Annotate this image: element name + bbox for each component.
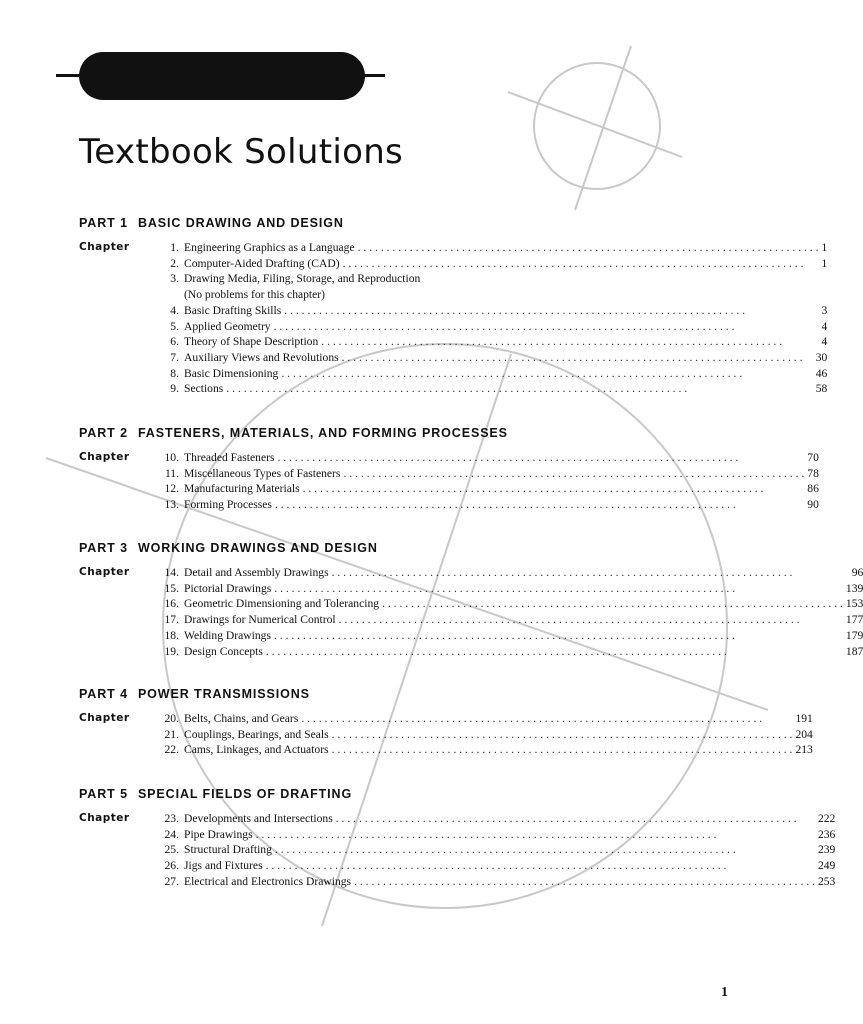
chapter-number: 22. — [164, 743, 179, 757]
chapter-entry — [157, 727, 813, 743]
chapter-title: Cams, Linkages, and Actuators — [184, 743, 329, 757]
chapter-number: 20. — [164, 712, 179, 725]
chapter-page: 177 — [845, 613, 863, 627]
chapter-page: 86 — [807, 482, 819, 496]
chapter-entry — [157, 319, 827, 335]
chapter-entry — [157, 711, 813, 727]
chapter-title: Jigs and Fixtures — [184, 859, 263, 873]
dot-leader — [339, 612, 843, 628]
chapter-page: 70 — [807, 451, 819, 464]
part-section — [79, 216, 828, 397]
dot-leader — [226, 381, 812, 397]
chapter-title: Welding Drawings — [184, 628, 271, 642]
chapter-list — [157, 711, 813, 758]
part-section — [79, 541, 863, 659]
chapter-page: 1 — [821, 256, 828, 270]
chapter-list — [157, 565, 863, 659]
chapter-list — [157, 240, 827, 397]
chapter-number: 16. — [164, 597, 179, 611]
dot-leader — [382, 596, 843, 612]
part-title: FASTENERS, MATERIALS, AND FORMING PROCESSES — [137, 426, 508, 440]
part-title: BASIC DRAWING AND DESIGN — [137, 216, 344, 230]
chapter-entry — [157, 334, 827, 350]
chapter-page: 187 — [845, 644, 863, 658]
dot-leader — [336, 811, 815, 827]
chapter-title: Basic Dimensioning — [184, 366, 279, 380]
chapter-block — [79, 811, 836, 890]
chapter-title: Manufacturing Materials — [184, 482, 300, 496]
chapter-title: Structural Drafting — [184, 843, 272, 857]
part-number: PART 2 — [79, 426, 128, 440]
chapter-entry — [157, 466, 819, 482]
chapter-number: 6. — [170, 335, 179, 349]
dot-leader — [256, 827, 815, 843]
part-section — [79, 687, 813, 758]
chapter-page: 3 — [821, 303, 828, 317]
small-circle-ornament — [534, 63, 660, 189]
part-heading — [79, 687, 533, 701]
chapter-page: 58 — [815, 382, 828, 396]
dot-leader — [358, 240, 819, 256]
dot-leader — [266, 858, 815, 874]
chapter-title: Computer-Aided Drafting (CAD) — [184, 256, 340, 270]
dot-leader — [274, 581, 843, 597]
chapter-entry — [157, 827, 835, 843]
chapter-entry — [157, 644, 863, 660]
chapter-entry — [157, 581, 863, 597]
header-bar — [79, 52, 365, 100]
chapter-entry — [157, 874, 835, 890]
page-number: 1 — [721, 985, 728, 1000]
chapter-number: 2. — [170, 256, 179, 270]
chapter-title: Detail and Assembly Drawings — [184, 566, 329, 579]
dot-leader — [301, 711, 792, 727]
chapter-number: 1. — [170, 241, 179, 254]
part-number: PART 1 — [79, 216, 128, 230]
dot-leader — [281, 366, 812, 382]
chapter-title: Couplings, Bearings, and Seals — [184, 727, 329, 741]
dot-leader — [274, 319, 819, 335]
chapter-page: 4 — [821, 319, 828, 333]
header-rule-right — [360, 74, 385, 77]
chapter-title: Applied Geometry — [184, 319, 271, 333]
chapter-entry — [157, 811, 835, 827]
chapter-page: 78 — [807, 466, 819, 480]
chapter-entry — [157, 256, 827, 272]
chapter-title: Developments and Intersections — [184, 812, 333, 825]
chapter-page: 96 — [851, 566, 863, 579]
chapter-number: 18. — [164, 628, 179, 642]
chapter-list — [157, 450, 819, 513]
chapter-number: 15. — [164, 581, 179, 595]
chapter-page: 236 — [817, 827, 836, 841]
chapter-page: 222 — [817, 812, 836, 825]
chapter-title: Auxiliary Views and Revolutions — [184, 350, 339, 364]
part-number: PART 5 — [79, 787, 128, 801]
chapter-number: 9. — [170, 382, 179, 396]
chapter-page: 30 — [815, 350, 828, 364]
chapter-block — [79, 240, 828, 397]
chapter-block — [79, 450, 819, 513]
chapter-number: 26. — [164, 859, 179, 873]
chapter-title: Belts, Chains, and Gears — [184, 712, 299, 725]
chapter-page: 239 — [817, 843, 836, 857]
chapter-entry — [157, 612, 863, 628]
chapter-page: 249 — [817, 859, 836, 873]
chapter-label: Chapter — [79, 812, 130, 824]
chapter-title: Forming Processes — [184, 498, 272, 512]
dot-leader — [275, 497, 804, 513]
chapter-entry — [157, 450, 819, 466]
chapter-entry — [157, 565, 863, 581]
small-crosshair-line-vertical — [575, 46, 631, 210]
chapter-label: Chapter — [79, 241, 130, 253]
chapter-number: 11. — [164, 466, 179, 480]
dot-leader — [274, 628, 843, 644]
chapter-label: Chapter — [79, 712, 130, 724]
page-title: Textbook Solutions — [79, 132, 404, 172]
chapter-entry — [157, 303, 827, 319]
chapter-title: Pictorial Drawings — [184, 581, 272, 595]
chapter-number: 23. — [164, 812, 179, 825]
part-title: POWER TRANSMISSIONS — [137, 687, 310, 701]
chapter-page: 253 — [817, 874, 836, 888]
chapter-number: 13. — [164, 498, 179, 512]
chapter-title: Miscellaneous Types of Fasteners — [184, 466, 341, 480]
chapter-page: 139 — [845, 581, 863, 595]
chapter-entry — [157, 497, 819, 513]
chapter-list — [157, 811, 835, 890]
chapter-title: Sections — [184, 382, 224, 396]
chapter-number: 7. — [170, 350, 179, 364]
chapter-entry — [157, 858, 835, 874]
chapter-entry — [157, 842, 835, 858]
part-section — [79, 426, 819, 513]
chapter-number: 27. — [164, 874, 179, 888]
chapter-page: 4 — [821, 335, 828, 349]
part-title: SPECIAL FIELDS OF DRAFTING — [137, 787, 353, 801]
part-number: PART 4 — [79, 687, 128, 701]
chapter-page: 46 — [815, 366, 828, 380]
chapter-title: Basic Drafting Skills — [184, 303, 282, 317]
chapter-number: 8. — [170, 366, 179, 380]
chapter-title: Drawings for Numerical Control — [184, 613, 336, 627]
chapter-number: 21. — [164, 727, 179, 741]
chapter-number: 12. — [164, 482, 179, 496]
dot-leader — [332, 742, 793, 758]
chapter-note: (No problems for this chapter) — [184, 288, 326, 302]
chapter-title: Design Concepts — [184, 644, 263, 658]
chapter-page: 191 — [795, 712, 813, 725]
small-crosshair-line-horizontal — [508, 92, 682, 157]
chapter-entry — [157, 742, 813, 758]
chapter-page: 213 — [795, 743, 813, 757]
chapter-title: Drawing Media, Filing, Storage, and Reproduction — [184, 272, 421, 286]
part-number: PART 3 — [79, 541, 128, 555]
chapter-entry — [157, 628, 863, 644]
chapter-title: Pipe Drawings — [184, 827, 253, 841]
chapter-block — [79, 565, 863, 659]
chapter-number: 19. — [164, 644, 179, 658]
dot-leader — [321, 334, 818, 350]
chapter-label: Chapter — [79, 451, 130, 463]
dot-leader — [277, 450, 804, 466]
chapter-entry — [157, 240, 827, 256]
part-heading — [79, 787, 533, 801]
dot-leader — [332, 727, 793, 743]
dot-leader — [275, 842, 815, 858]
chapter-number: 17. — [164, 613, 179, 627]
dot-leader — [303, 481, 805, 497]
part-heading — [79, 216, 533, 230]
dot-leader — [266, 644, 843, 660]
chapter-title: Theory of Shape Description — [184, 335, 319, 349]
part-section — [79, 787, 836, 890]
chapter-title: Engineering Graphics as a Language — [184, 241, 355, 254]
part-heading — [79, 426, 533, 440]
dot-leader — [342, 350, 813, 366]
chapter-page: 90 — [807, 498, 819, 512]
dot-leader — [354, 874, 815, 890]
dot-leader — [284, 303, 818, 319]
dot-leader — [343, 466, 804, 482]
chapter-page: 204 — [795, 727, 813, 741]
dot-leader — [332, 565, 849, 581]
chapter-entry — [157, 481, 819, 497]
chapter-title: Threaded Fasteners — [184, 451, 275, 464]
part-title: WORKING DRAWINGS AND DESIGN — [137, 541, 378, 555]
chapter-title: Geometric Dimensioning and Tolerancing — [184, 597, 380, 611]
part-heading — [79, 541, 533, 555]
chapter-entry — [157, 381, 827, 397]
chapter-number: 24. — [164, 827, 179, 841]
chapter-page: 153 — [845, 597, 863, 611]
chapter-entry — [157, 271, 827, 287]
chapter-number: 5. — [170, 319, 179, 333]
chapter-block — [79, 711, 813, 758]
chapter-entry — [157, 596, 863, 612]
chapter-number: 14. — [164, 566, 179, 579]
chapter-number: 4. — [170, 303, 179, 317]
chapter-page: 1 — [821, 241, 828, 254]
chapter-entry — [157, 366, 827, 382]
dot-leader — [343, 256, 819, 272]
chapter-label: Chapter — [79, 566, 130, 578]
chapter-number: 25. — [164, 843, 179, 857]
chapter-number: 3. — [170, 272, 179, 286]
chapter-number: 10. — [164, 451, 179, 464]
chapter-title: Electrical and Electronics Drawings — [184, 874, 352, 888]
chapter-entry — [157, 350, 827, 366]
chapter-page: 179 — [845, 628, 863, 642]
